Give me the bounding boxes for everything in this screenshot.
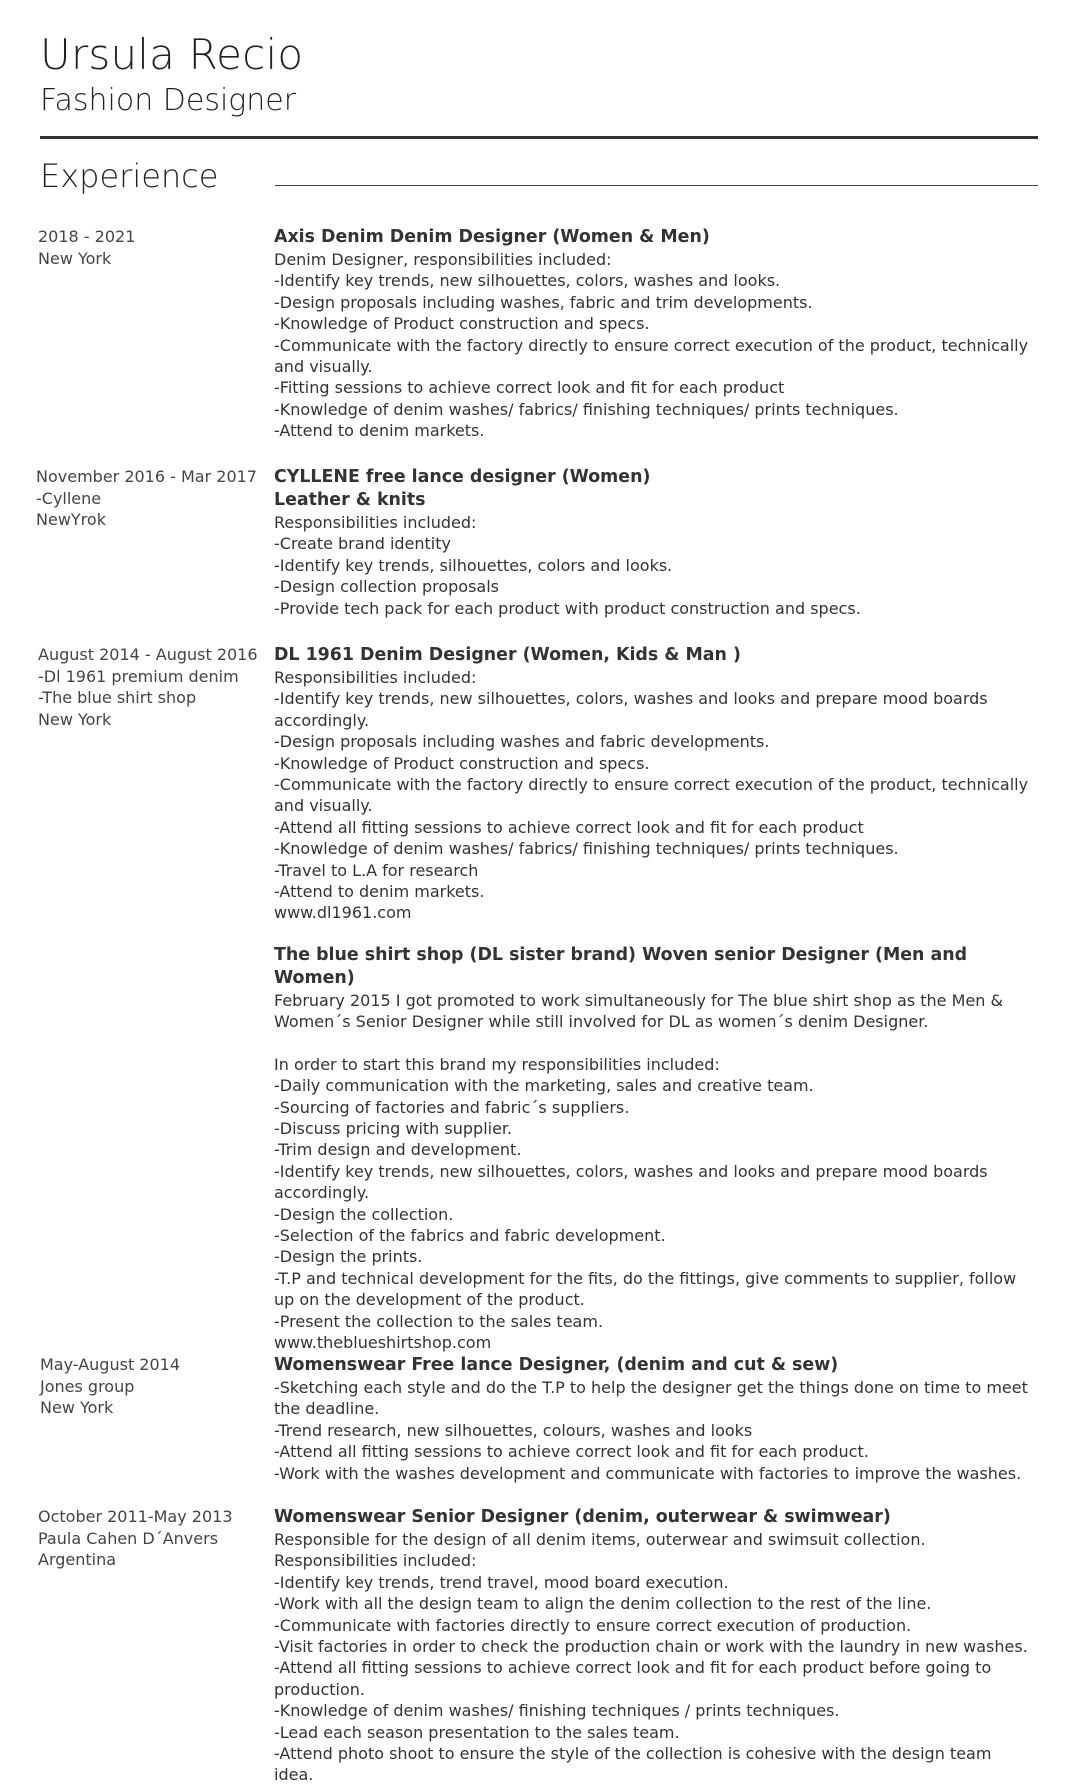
entry-line: -Selection of the fabrics and fabric development. [274, 1226, 666, 1246]
entry-line: -T.P and technical development for the fits, do the fittings, give comments to supplier, follow up on the development of the product. [274, 1268, 1017, 1310]
entry-link[interactable]: www.dl1961.com [274, 903, 412, 923]
entry-line: -Knowledge of Product construction and specs. [274, 314, 650, 334]
entry-line: -Attend all fitting sessions to achieve correct look and fit for each product before going to production. [274, 1658, 992, 1699]
entry-line: -Communicate with the factory directly to ensure correct execution of the product, technically and visually. [274, 335, 1029, 377]
entry-meta [38, 644, 268, 730]
entry-body [274, 944, 1034, 1354]
entry-line: -Attend all fitting sessions to achieve correct look and fit for each product. [274, 1442, 869, 1462]
entry-line: -Provide tech pack for each product with product construction and specs. [274, 598, 861, 618]
entry-line: -Identify key trends, new silhouettes, colors, washes and looks and prepare mood boards accordingly. [274, 1161, 988, 1203]
entry-line: -Identify key trends, new silhouettes, colors, washes and looks and prepare mood boards accordingly. [274, 689, 988, 730]
entry-dates: 2018 - 2021 [38, 227, 136, 246]
entry-line: -Discuss pricing with supplier. [274, 1119, 513, 1139]
entry-title: Axis Denim Denim Designer (Women & Men) [274, 227, 710, 247]
entry-meta [36, 466, 266, 531]
entry-location: NewYrok [36, 510, 106, 529]
entry-line: -Knowledge of denim washes/ fabrics/ finishing techniques/ prints techniques. [274, 839, 899, 859]
entry-line: -Design the prints. [274, 1247, 423, 1267]
candidate-role: Fashion Designer [40, 83, 297, 118]
entry-body [274, 1354, 1034, 1484]
entry-line: -Work with the washes development and communicate with factories to improve the washes. [274, 1463, 1022, 1483]
entry-spacer [274, 1033, 1034, 1054]
entry-line: -Present the collection to the sales team. [274, 1311, 604, 1331]
entry-line: -Knowledge of Product construction and specs. [274, 753, 650, 773]
entry-location: Argentina [38, 1550, 117, 1569]
entry-dates: August 2014 - August 2016 [38, 645, 258, 664]
entry-line: -Attend to denim markets. [274, 421, 485, 441]
entry-meta [38, 1506, 268, 1571]
entry-line: -Identify key trends, new silhouettes, colors, washes and looks. [274, 271, 781, 291]
entry-line: -Create brand identity [274, 534, 451, 554]
entry-line: -Attend all fitting sessions to achieve correct look and fit for each product [274, 817, 864, 837]
entry-dates: October 2011-May 2013 [38, 1507, 233, 1526]
section-title-experience: Experience [40, 157, 219, 195]
entry-line: -Work with all the design team to align the denim collection to the rest of the line. [274, 1594, 932, 1614]
entry-body [274, 226, 1034, 442]
entry-line: -Trim design and development. [274, 1140, 522, 1160]
entry-meta [40, 1354, 270, 1419]
entry-line: -Lead each season presentation to the sales team. [274, 1722, 680, 1742]
entry-line: -Daily communication with the marketing, sales and creative team. [274, 1076, 814, 1096]
entry-meta [38, 226, 268, 269]
section-divider [275, 185, 1038, 186]
entry-line: Responsible for the design of all denim items, outerwear and swimsuit collection. [274, 1530, 926, 1549]
entry-line: Responsibilities included: [274, 668, 477, 687]
entry-dates: May-August 2014 [40, 1355, 181, 1374]
entry-dates: November 2016 - Mar 2017 [36, 467, 257, 486]
entry-title: Womenswear Senior Designer (denim, outerwear & swimwear) [274, 1507, 891, 1527]
entry-line: -Attend to denim markets. [274, 882, 485, 902]
entry-line: -Trend research, new silhouettes, colours, washes and looks [274, 1420, 753, 1440]
entry-subtitle: Leather & knits [274, 490, 426, 510]
entry-title: Womenswear Free lance Designer, (denim and cut & sew) [274, 1355, 839, 1375]
entry-line: -Design proposals including washes, fabric and trim developments. [274, 292, 813, 312]
entry-title: DL 1961 Denim Designer (Women, Kids & Man ) [274, 645, 741, 665]
entry-line: Responsibilities included: [274, 1551, 477, 1571]
entry-body [274, 644, 1034, 924]
entry-company: -Dl 1961 premium denim [38, 666, 239, 686]
entry-company: Jones group [40, 1376, 135, 1396]
entry-line: -Knowledge of denim washes/ finishing techniques / prints techniques. [274, 1701, 840, 1721]
entry-line: -Visit factories in order to check the production chain or work with the laundry in new washes. [274, 1637, 1028, 1657]
entry-location: New York [40, 1398, 114, 1417]
entry-line: -Sketching each style and do the T.P to help the designer get the things done on time to meet the deadline. [274, 1378, 1028, 1419]
entry-line: -Knowledge of denim washes/ fabrics/ finishing techniques/ prints techniques. [274, 399, 899, 419]
entry-line: -Design the collection. [274, 1204, 454, 1224]
entry-title: CYLLENE free lance designer (Women) [274, 467, 651, 487]
entry-line: -Travel to L.A for research [274, 860, 479, 880]
entry-line: -Design collection proposals [274, 577, 499, 597]
entry-title: The blue shirt shop (DL sister brand) Woven senior Designer (Men and Women) [274, 945, 968, 988]
entry-line: -Identify key trends, silhouettes, colors and looks. [274, 555, 673, 575]
entry-line: -Design proposals including washes and fabric developments. [274, 732, 770, 752]
entry-line: -Sourcing of factories and fabric´s suppliers. [274, 1097, 630, 1117]
entry-company: -Cyllene [36, 488, 102, 508]
entry-line: -Attend photo shoot to ensure the style of the collection is cohesive with the design team idea. [274, 1744, 992, 1785]
entry-link[interactable]: www.theblueshirtshop.com [274, 1333, 492, 1353]
entry-company: -The blue shirt shop [38, 688, 197, 707]
header-divider [40, 136, 1038, 139]
entry-line: February 2015 I got promoted to work simultaneously for The blue shirt shop as the Men & Women´s Senior Designer while still involved for DL as women´s denim Designer. [274, 991, 1003, 1032]
candidate-name: Ursula Recio [40, 30, 304, 79]
entry-line: -Communicate with factories directly to ensure correct execution of production. [274, 1615, 912, 1635]
entry-line: Denim Designer, responsibilities included: [274, 250, 612, 269]
entry-line: -Identify key trends, trend travel, mood board execution. [274, 1572, 729, 1592]
entry-body [274, 466, 1034, 619]
entry-company: Paula Cahen D´Anvers [38, 1528, 219, 1548]
entry-body [274, 1506, 1034, 1786]
entry-line: -Communicate with the factory directly to ensure correct execution of the product, technically and visually. [274, 775, 1029, 816]
entry-line: In order to start this brand my responsibilities included: [274, 1054, 720, 1074]
entry-location: New York [38, 248, 112, 268]
entry-line: Responsibilities included: [274, 513, 477, 532]
entry-location: New York [38, 709, 112, 729]
entry-line: -Fitting sessions to achieve correct look and fit for each product [274, 378, 785, 398]
